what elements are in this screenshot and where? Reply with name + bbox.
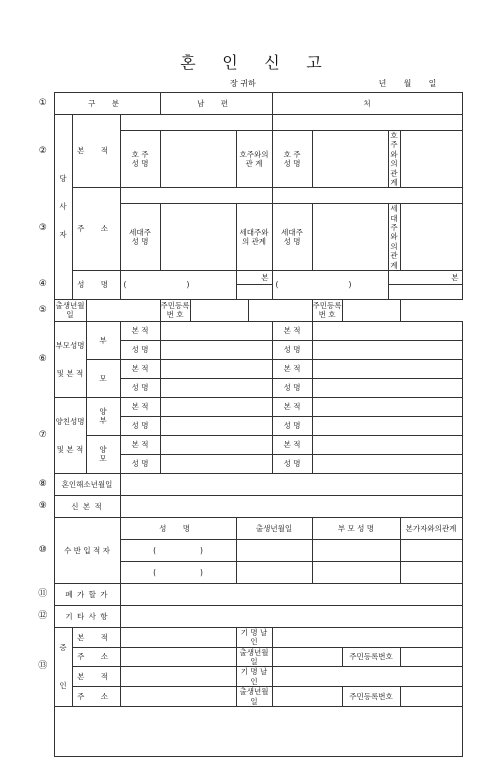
- accompany-relation-value[interactable]: [400, 561, 462, 583]
- row-bonjeok: [32, 115, 462, 131]
- hoju-rel-line: 호주와의: [390, 131, 398, 169]
- groom-father-name[interactable]: [160, 340, 272, 359]
- accompany-relation-value[interactable]: [400, 539, 462, 561]
- bride-mother-bonjeok[interactable]: [312, 359, 462, 378]
- party-char: 사: [59, 202, 67, 212]
- witness-resident-label: 주민등록번호: [342, 687, 400, 707]
- hoju-label-line: 호 주: [131, 149, 149, 159]
- witness1-juso-value[interactable]: [120, 647, 236, 667]
- accompany-label: 수 반 입 적 자: [54, 517, 120, 583]
- groom-father-bonjeok[interactable]: [160, 321, 272, 340]
- hoju-rel-line: 관 계: [245, 159, 263, 169]
- new-bonjeok-label: 신 본 적: [54, 495, 120, 517]
- father-label: 부: [86, 321, 120, 359]
- resident-line: 번 호: [318, 310, 336, 320]
- paren-open: (: [275, 280, 279, 290]
- sedaeju-line: 세대주: [281, 227, 303, 237]
- row-number: ⑨: [32, 495, 54, 517]
- bride-hoju-rel-label: [388, 131, 400, 188]
- sedaeju-rel-line: 의 관계: [241, 237, 267, 247]
- parents-label-line: 부모성명: [55, 340, 85, 350]
- row-witness-2: [32, 647, 462, 667]
- bride-adoptive-mother-name[interactable]: [312, 454, 462, 473]
- sedaeju-line: 세대주: [129, 227, 151, 237]
- witness-char: 인: [59, 680, 67, 690]
- witness2-resident-value[interactable]: [400, 687, 462, 707]
- name-label: 성 명: [72, 270, 120, 299]
- field-label: 성 명: [120, 454, 160, 473]
- party-char: 자: [59, 230, 67, 240]
- mother-label: 모: [86, 359, 120, 397]
- row-new-bonjeok: [32, 495, 462, 517]
- witness-bonjeok-label: 본 적: [72, 667, 120, 687]
- paren-open: (: [153, 545, 156, 555]
- row-parents-1: [32, 321, 462, 340]
- party-label: [54, 115, 72, 300]
- groom-hoju-value[interactable]: [160, 131, 236, 188]
- bride-sedaeju-label: [272, 204, 312, 271]
- witness-char: 증: [59, 643, 67, 653]
- witness2-birth-value[interactable]: [272, 687, 342, 707]
- adoptive-char: 모: [99, 454, 107, 464]
- bride-bonjeok-value[interactable]: [272, 115, 462, 131]
- party-char: 당: [59, 174, 67, 184]
- row-juso: [32, 188, 462, 204]
- sedaeju-line: 성 명: [283, 237, 301, 247]
- witness2-sign-value[interactable]: [272, 667, 462, 687]
- groom-bon-label: [236, 270, 272, 284]
- adoptive-father-label: [86, 397, 120, 435]
- accompany-col-name: 성 명: [120, 517, 236, 539]
- bride-adoptive-mother-bonjeok[interactable]: [312, 435, 462, 454]
- field-label: 성 명: [272, 454, 312, 473]
- row-other: [32, 605, 462, 627]
- row-number: ⑦: [32, 397, 54, 473]
- hoju-rel-line: 관 계: [390, 168, 398, 187]
- witness-juso-label: 주 소: [72, 647, 120, 667]
- witness-sign-label: 기 명 날 인: [236, 667, 272, 687]
- row-number: ⑪: [32, 583, 54, 605]
- addressee-text: 장 귀하: [230, 79, 256, 88]
- groom-bonjeok-value[interactable]: [120, 115, 272, 131]
- paren-open: (: [153, 567, 156, 577]
- witness-resident-label: 주민등록번호: [342, 647, 400, 667]
- groom-bon-value[interactable]: [236, 284, 272, 299]
- paren-close: ): [348, 280, 352, 290]
- form-title: [0, 50, 504, 73]
- sedaeju-rel-line: 의 관계: [390, 241, 398, 270]
- title-char: 혼: [180, 53, 198, 72]
- accompany-parents-value[interactable]: [312, 561, 400, 583]
- date-month: 월: [403, 79, 412, 88]
- groom-adoptive-mother-name[interactable]: [160, 454, 272, 473]
- bride-header: 처: [272, 93, 462, 115]
- accompany-birth-value[interactable]: [236, 561, 312, 583]
- row-gubun: [32, 93, 462, 115]
- row-number: ⑩: [32, 517, 54, 583]
- bride-sedaeju-value[interactable]: [312, 204, 388, 271]
- witness-birth-label: 출생년월일: [236, 687, 272, 707]
- row-number-blank: [32, 706, 54, 756]
- bride-adoptive-father-bonjeok[interactable]: [312, 397, 462, 416]
- adoptive-label-line: 및 본 적: [56, 444, 84, 454]
- accompany-col-relation: 본가자와의관계: [400, 517, 462, 539]
- resident-line: 주민등록: [312, 301, 342, 310]
- row-witness-1: [32, 627, 462, 647]
- hoju-label-line: 성 명: [283, 159, 301, 169]
- groom-adoptive-mother-bonjeok[interactable]: [160, 435, 272, 454]
- bride-father-name[interactable]: [312, 340, 462, 359]
- sedaeju-line: 성 명: [131, 237, 149, 247]
- field-label: 본 적: [272, 359, 312, 378]
- sedaeju-rel-line: 세대주와: [390, 204, 398, 242]
- adoptive-char: 부: [99, 416, 107, 426]
- witness-label: [54, 627, 72, 706]
- hoju-label-line: 호 주: [283, 149, 301, 159]
- adoptive-label: [54, 397, 86, 473]
- groom-sedaeju-rel-label: [236, 204, 272, 271]
- witness1-resident-value[interactable]: [400, 647, 462, 667]
- birth-label: 출생년월일: [55, 301, 85, 320]
- dissolution-label: 혼인해소년월일: [54, 473, 120, 495]
- row-number: ③: [32, 188, 54, 271]
- parents-label: [54, 321, 86, 397]
- row-number: ⑧: [32, 473, 54, 495]
- bride-hoju-rel-value[interactable]: [400, 131, 462, 188]
- groom-resident-value[interactable]: [190, 299, 248, 321]
- groom-juso-value[interactable]: [120, 188, 272, 204]
- bride-adoptive-father-name[interactable]: [312, 416, 462, 435]
- date-line: [370, 78, 450, 89]
- bon-text: 본: [451, 272, 459, 282]
- bonjeok-label: 본 적: [72, 115, 120, 188]
- witness2-bonjeok-value[interactable]: [120, 667, 236, 687]
- witness1-bonjeok-value[interactable]: [120, 627, 236, 647]
- date-day: 일: [428, 79, 437, 88]
- adoptive-char: 양: [99, 445, 107, 454]
- field-label: 본 적: [120, 359, 160, 378]
- gubun-label: 구 분: [54, 93, 160, 115]
- field-label: 성 명: [120, 378, 160, 397]
- bride-resident-value[interactable]: [342, 299, 400, 321]
- bride-birth-value[interactable]: [248, 299, 312, 321]
- paren-close: ): [200, 567, 203, 577]
- title-char: 인: [222, 53, 240, 72]
- row-footer-blank: [32, 706, 462, 756]
- bon-text: 본: [261, 272, 269, 282]
- hoju-rel-line: 호주와의: [239, 149, 269, 159]
- witness-juso-label: 주 소: [72, 687, 120, 707]
- witness-bonjeok-label: 본 적: [72, 627, 120, 647]
- paren-open: (: [123, 280, 127, 290]
- row-name-top: [32, 270, 462, 284]
- groom-sedaeju-value[interactable]: [160, 204, 236, 271]
- bride-father-bonjeok[interactable]: [312, 321, 462, 340]
- abolish-value[interactable]: [120, 583, 462, 605]
- field-label: 성 명: [272, 378, 312, 397]
- paren-close: ): [200, 545, 203, 555]
- groom-header: 남 편: [160, 93, 272, 115]
- field-label: 성 명: [272, 416, 312, 435]
- row-dissolution: [32, 473, 462, 495]
- resident-line: 주민등록: [160, 301, 190, 310]
- groom-resident-label: [160, 299, 190, 321]
- row-adoptive-1: [32, 397, 462, 416]
- row-witness-4: [32, 687, 462, 707]
- accompany-parents-value[interactable]: [312, 539, 400, 561]
- row-abolish: [32, 583, 462, 605]
- row-birth: [32, 299, 462, 321]
- row-accompany-header: [32, 517, 462, 539]
- new-bonjeok-value[interactable]: [120, 495, 462, 517]
- hoju-label-line: 성 명: [131, 159, 149, 169]
- abolish-label: 폐 가 할 가: [54, 583, 120, 605]
- witness1-sign-value[interactable]: [272, 627, 462, 647]
- footer-blank-area: [54, 706, 462, 756]
- accompany-col-birth: 출생년월일: [236, 517, 312, 539]
- parents-label-line: 및 본 적: [56, 368, 84, 378]
- addressee: [230, 78, 300, 89]
- resident-line: 번 호: [166, 310, 184, 320]
- field-label: 본 적: [120, 397, 160, 416]
- paren-close: ): [186, 280, 190, 290]
- title-char: 신: [264, 53, 282, 72]
- field-label: 성 명: [120, 416, 160, 435]
- row-number: ②: [32, 115, 54, 188]
- field-label: 본 적: [272, 397, 312, 416]
- bride-juso-value[interactable]: [272, 188, 462, 204]
- row-number: ⑥: [32, 321, 54, 397]
- row-adoptive-3: [32, 435, 462, 454]
- field-label: 본 적: [120, 321, 160, 340]
- field-label: 성 명: [272, 340, 312, 359]
- row-witness-3: [32, 667, 462, 687]
- bride-name-value[interactable]: [272, 270, 388, 299]
- adoptive-char: 양: [99, 407, 107, 416]
- accompany-name-value[interactable]: [120, 539, 236, 561]
- field-label: 본 적: [120, 435, 160, 454]
- adoptive-mother-label: [86, 435, 120, 473]
- groom-adoptive-father-bonjeok[interactable]: [160, 397, 272, 416]
- accompany-name-value[interactable]: [120, 561, 236, 583]
- bride-resident-label: [312, 299, 342, 321]
- other-label: 기 타 사 항: [54, 605, 120, 627]
- bride-bon-value[interactable]: [388, 284, 462, 299]
- row-number: ①: [32, 93, 54, 115]
- row-parents-3: [32, 359, 462, 378]
- witness-birth-label: 출생년월일: [236, 647, 272, 667]
- bride-sedaeju-rel-value[interactable]: [400, 204, 462, 271]
- witness-sign-label: 기 명 날 인: [236, 627, 272, 647]
- row-number: ⑤: [32, 299, 54, 321]
- field-label: 본 적: [272, 321, 312, 340]
- groom-sedaeju-label: [120, 204, 160, 271]
- witness1-birth-value[interactable]: [272, 647, 342, 667]
- other-value[interactable]: [120, 605, 462, 627]
- bride-bon-label: [388, 270, 462, 284]
- groom-name-value[interactable]: [120, 270, 236, 299]
- witness2-juso-value[interactable]: [120, 687, 236, 707]
- bride-sedaeju-rel-label: [388, 204, 400, 271]
- dissolution-value[interactable]: [120, 473, 462, 495]
- adoptive-label-line: 양친성명: [55, 416, 85, 426]
- bride-mother-name[interactable]: [312, 378, 462, 397]
- marriage-report-form: [32, 92, 463, 757]
- field-label: 성 명: [120, 340, 160, 359]
- bride-hoju-label: [272, 131, 312, 188]
- row-number: ④: [32, 270, 54, 299]
- title-char: 고: [306, 53, 324, 72]
- juso-label: 주 소: [72, 188, 120, 271]
- accompany-col-parents: 부 모 성 명: [312, 517, 400, 539]
- groom-birth-value[interactable]: [86, 299, 160, 321]
- groom-hoju-rel-label: [236, 131, 272, 188]
- row-number: ⑫: [32, 605, 54, 627]
- row-number: ⑬: [32, 627, 54, 706]
- groom-mother-bonjeok[interactable]: [160, 359, 272, 378]
- groom-adoptive-father-name[interactable]: [160, 416, 272, 435]
- groom-hoju-label: [120, 131, 160, 188]
- sedaeju-rel-line: 세대주와: [239, 227, 269, 237]
- accompany-birth-value[interactable]: [236, 539, 312, 561]
- bride-hoju-value[interactable]: [312, 131, 388, 188]
- groom-mother-name[interactable]: [160, 378, 272, 397]
- date-year: 년: [378, 79, 387, 88]
- field-label: 본 적: [272, 435, 312, 454]
